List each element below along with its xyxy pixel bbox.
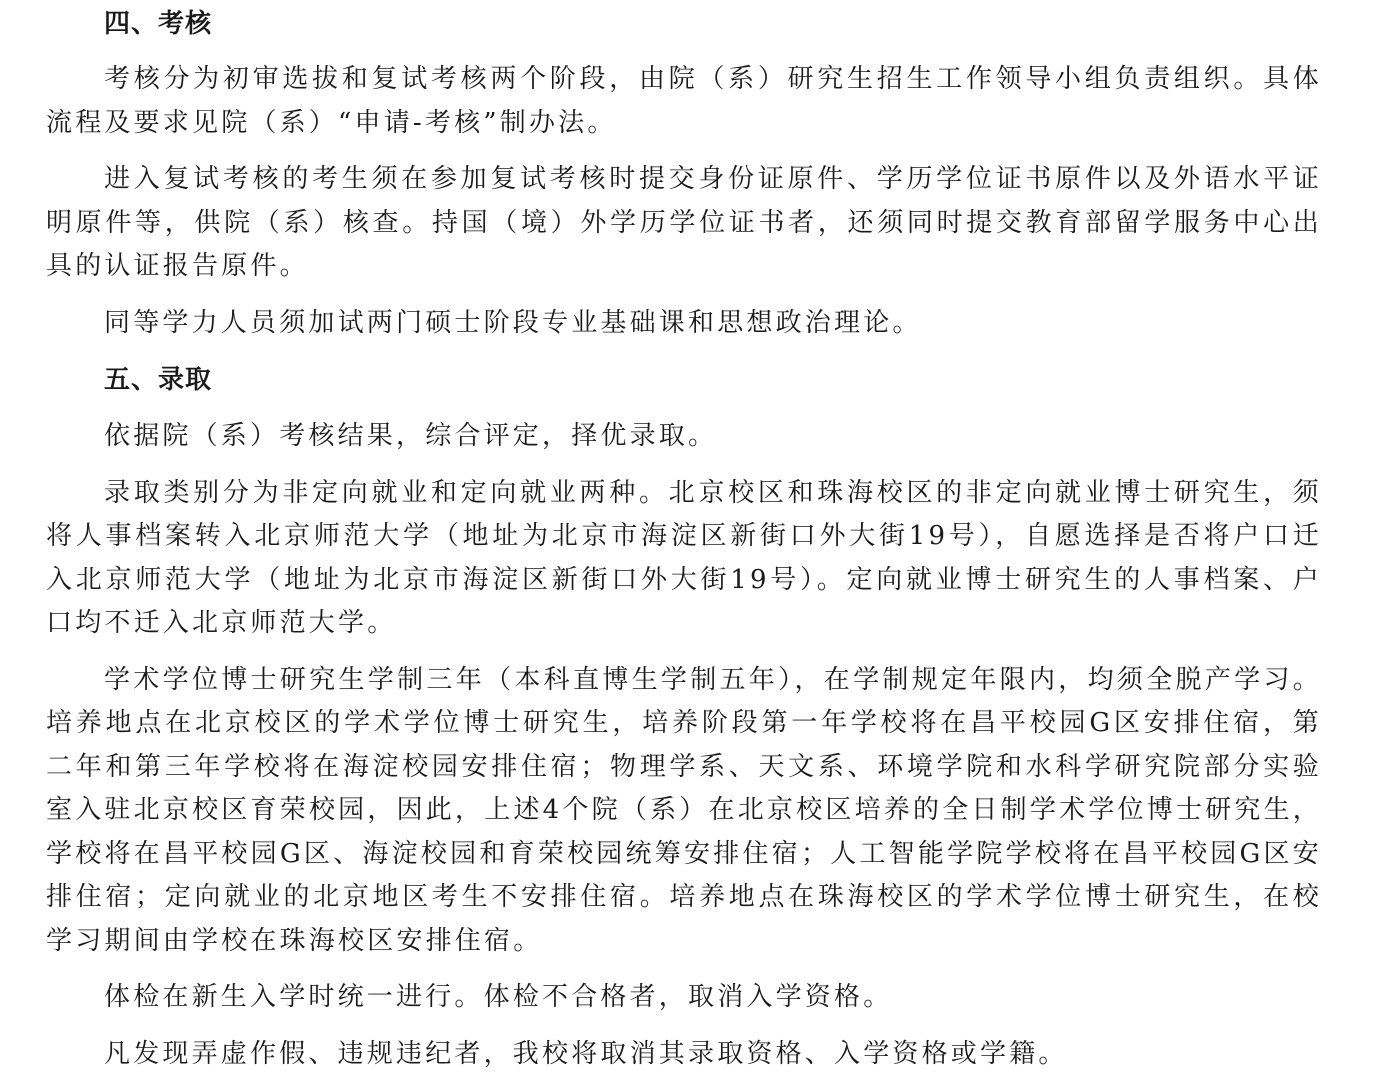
paragraph-fraud-policy: 凡发现弄虚作假、违规违纪者，我校将取消其录取资格、入学资格或学籍。 xyxy=(104,1038,1068,1069)
paragraph-equivalent-degree: 同等学力人员须加试两门硕士阶段专业基础课和思想政治理论。 xyxy=(104,307,922,338)
paragraph-physical-exam: 体检在新生入学时统一进行。体检不合格者，取消入学资格。 xyxy=(104,982,893,1012)
paragraph-study-length-accommodation: 学术学位博士研究生学制三年（本科直博生学制五年），在学制规定年限内，均须全脱产学习。培养地点在北京校区的学术学位博士研究生，培养阶段第一年学校将在昌平校园G区安排住宿，第二年和第三年学校将在海淀校园安排住宿；物理学系、天文系、环境学院和水科学研究院部分实验室入驻北京校区育荣校园，因此，上述4个院（系）在北京校区培养的全日制学术学位博士研究生，学校将在昌平校园G区、海淀校园和育荣校园统筹安排住宿；人工智能学院学校将在昌平校园G区安排住宿；定向就业的北京地区考生不安排住宿。培养地点在珠海校区的学术学位博士研究生，在校学习期间由学校在珠海校区安排住宿。 xyxy=(46,664,1322,956)
paragraph-admission-basis: 依据院（系）考核结果，综合评定，择优录取。 xyxy=(104,421,718,451)
paragraph-assessment-stages: 考核分为初审选拔和复试考核两个阶段，由院（系）研究生招生工作领导小组负责组织。具体流程及要求见院（系）“申请-考核”制办法。 xyxy=(46,64,1322,138)
paragraph-admission-categories: 录取类别分为非定向就业和定向就业两种。北京校区和珠海校区的非定向就业博士研究生，须将人事档案转入北京师范大学（地址为北京市海淀区新街口外大街19号），自愿选择是否将户口迁入北京师范大学（地址为北京市海淀区新街口外大街19号）。定向就业博士研究生的人事档案、户口均不迁入北京师范大学。 xyxy=(46,477,1322,638)
section-heading-assessment: 四、考核 xyxy=(104,9,213,39)
section-heading-admission: 五、录取 xyxy=(104,365,213,395)
document-page xyxy=(46,0,1322,1076)
paragraph-retest-documents: 进入复试考核的考生须在参加复试考核时提交身份证原件、学历学位证书原件以及外语水平证明原件等，供院（系）核查。持国（境）外学历学位证书者，还须同时提交教育部留学服务中心出具的认证报告原件。 xyxy=(46,164,1322,281)
